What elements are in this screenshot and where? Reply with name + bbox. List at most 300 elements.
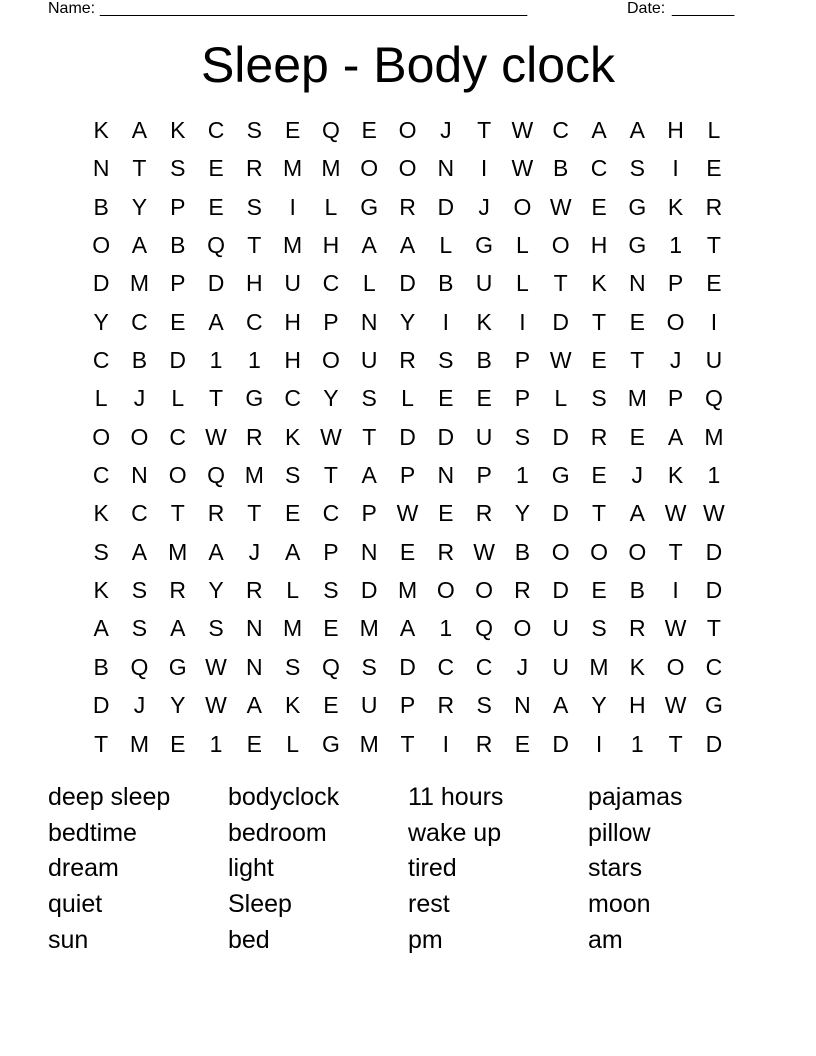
grid-letter: E bbox=[284, 500, 301, 527]
grid-letter: T bbox=[170, 500, 185, 527]
grid-letter: E bbox=[706, 270, 722, 297]
grid-letter: A bbox=[170, 615, 186, 642]
grid-letter: C bbox=[92, 347, 110, 374]
grid-letter: I bbox=[480, 155, 488, 182]
grid-letter: C bbox=[552, 117, 570, 143]
grid-letter: R bbox=[590, 423, 608, 450]
grid-letter: A bbox=[246, 692, 262, 719]
grid-letter: H bbox=[590, 232, 608, 259]
grid-letter: E bbox=[706, 155, 722, 182]
grid-letter: M bbox=[359, 730, 379, 757]
date-blank-line: _______ bbox=[672, 0, 735, 17]
grid-letter: T bbox=[706, 615, 721, 642]
grid-letter: Y bbox=[170, 692, 186, 719]
grid-letter: B bbox=[170, 232, 186, 259]
grid-letter: O bbox=[513, 193, 532, 220]
grid-letter: O bbox=[321, 347, 340, 374]
grid-letter: Y bbox=[208, 577, 224, 604]
grid-letter: R bbox=[475, 730, 493, 757]
grid-letter: B bbox=[131, 347, 148, 374]
grid-letter: I bbox=[442, 730, 450, 757]
word-bank-item: pillow bbox=[588, 818, 651, 847]
grid-letter: O bbox=[513, 615, 532, 642]
grid-letter: D bbox=[399, 653, 416, 680]
grid-letter: P bbox=[514, 347, 531, 374]
grid-letter: S bbox=[591, 385, 607, 412]
grid-letter: A bbox=[629, 500, 645, 527]
grid-letter: N bbox=[131, 462, 148, 489]
grid-letter: E bbox=[208, 155, 224, 182]
grid-letter: 1 bbox=[707, 462, 721, 489]
grid-letter: S bbox=[361, 385, 377, 412]
word-bank-item: tired bbox=[408, 854, 457, 883]
grid-letter: N bbox=[360, 308, 378, 335]
grid-letter: E bbox=[361, 117, 377, 143]
grid-letter: O bbox=[92, 232, 111, 259]
grid-letter: D bbox=[552, 308, 570, 335]
grid-letter: D bbox=[552, 500, 570, 527]
grid-letter: M bbox=[397, 577, 418, 604]
grid-letter: L bbox=[554, 385, 568, 412]
grid-letter: 1 bbox=[247, 347, 261, 374]
grid-letter: P bbox=[399, 692, 416, 719]
grid-letter: D bbox=[552, 577, 570, 604]
grid-letter: I bbox=[672, 155, 679, 182]
grid-letter: D bbox=[399, 423, 416, 450]
grid-letter: N bbox=[246, 653, 263, 680]
grid-letter: E bbox=[438, 385, 454, 412]
grid-letter: R bbox=[437, 692, 455, 719]
grid-letter: E bbox=[476, 385, 492, 412]
grid-letter: T bbox=[247, 232, 262, 259]
word-bank-item: pm bbox=[408, 925, 443, 954]
word-bank-item: quiet bbox=[48, 890, 103, 919]
grid-letter: D bbox=[437, 423, 455, 450]
grid-letter: K bbox=[93, 577, 109, 604]
grid-letter: Y bbox=[93, 308, 109, 335]
grid-letter: M bbox=[283, 232, 303, 259]
grid-letter: P bbox=[323, 538, 339, 565]
grid-letter: T bbox=[668, 538, 683, 565]
grid-letter: E bbox=[284, 117, 301, 143]
grid-letter: W bbox=[549, 193, 572, 220]
grid-letter: G bbox=[628, 193, 647, 220]
grid-letter: A bbox=[629, 117, 645, 143]
grid-letter: N bbox=[360, 538, 378, 565]
word-bank-item: bedtime bbox=[48, 818, 137, 847]
grid-letter: K bbox=[284, 423, 301, 450]
grid-letter: O bbox=[398, 155, 417, 182]
grid-letter: R bbox=[399, 193, 416, 220]
grid-letter: C bbox=[590, 155, 608, 182]
grid-letter: B bbox=[476, 347, 492, 374]
grid-letter: H bbox=[322, 232, 340, 259]
grid-letter: Y bbox=[591, 692, 607, 719]
grid-letter: U bbox=[475, 423, 493, 450]
grid-letter: Q bbox=[207, 462, 225, 489]
grid-letter: W bbox=[664, 615, 687, 642]
name-blank-line: ________________________________________________ bbox=[100, 0, 528, 17]
grid-letter: C bbox=[705, 653, 723, 680]
word-bank-item: light bbox=[228, 854, 274, 883]
grid-letter: R bbox=[628, 615, 646, 642]
grid-letter: B bbox=[629, 577, 645, 604]
grid-letter: U bbox=[475, 270, 493, 297]
grid-letter: M bbox=[359, 615, 379, 642]
grid-letter: C bbox=[437, 653, 455, 680]
grid-letter: T bbox=[209, 385, 224, 412]
grid-letter: 1 bbox=[209, 347, 223, 374]
grid-letter: A bbox=[667, 423, 684, 450]
grid-letter: Q bbox=[321, 117, 340, 143]
grid-letter: D bbox=[437, 193, 455, 220]
grid-letter: N bbox=[628, 270, 646, 297]
grid-letter: 1 bbox=[439, 615, 453, 642]
grid-letter: O bbox=[360, 155, 379, 182]
grid-letter: S bbox=[208, 615, 224, 642]
grid-letter: L bbox=[324, 193, 338, 220]
grid-letter: N bbox=[437, 462, 455, 489]
grid-letter: G bbox=[551, 462, 570, 489]
word-bank-item: am bbox=[588, 925, 623, 954]
grid-letter: C bbox=[322, 500, 340, 527]
grid-letter: A bbox=[284, 538, 301, 565]
grid-letter: A bbox=[208, 538, 224, 565]
grid-letter: E bbox=[591, 462, 607, 489]
grid-letter: A bbox=[131, 117, 148, 143]
grid-letter: D bbox=[169, 347, 187, 374]
grid-letter: C bbox=[131, 308, 148, 335]
grid-letter: W bbox=[511, 117, 534, 143]
grid-letter: T bbox=[591, 308, 607, 335]
grid-letter: R bbox=[705, 193, 723, 220]
grid-letter: O bbox=[130, 423, 149, 450]
grid-letter: H bbox=[284, 308, 301, 335]
word-bank-item: sun bbox=[48, 925, 89, 954]
grid-letter: W bbox=[549, 347, 572, 374]
word-bank-item: moon bbox=[588, 890, 651, 919]
grid-letter: H bbox=[628, 692, 646, 719]
grid-letter: E bbox=[591, 577, 607, 604]
grid-letter: M bbox=[704, 423, 724, 450]
grid-letter: R bbox=[475, 500, 493, 527]
word-bank-item: rest bbox=[408, 890, 450, 919]
grid-letter: W bbox=[703, 500, 725, 527]
grid-letter: T bbox=[362, 423, 377, 450]
grid-letter: L bbox=[516, 270, 529, 297]
grid-letter: Y bbox=[399, 308, 416, 335]
grid-letter: O bbox=[168, 462, 187, 489]
grid-letter: N bbox=[437, 155, 455, 182]
grid-letter: C bbox=[207, 117, 225, 143]
grid-letter: W bbox=[205, 692, 227, 719]
grid-letter: T bbox=[477, 117, 492, 143]
grid-letter: K bbox=[93, 500, 109, 527]
word-bank-item: deep sleep bbox=[48, 783, 171, 811]
grid-letter: S bbox=[591, 615, 607, 642]
grid-letter: 1 bbox=[630, 730, 644, 757]
grid-letter: O bbox=[475, 577, 494, 604]
grid-letter: N bbox=[514, 692, 531, 719]
grid-letter: O bbox=[590, 538, 608, 565]
grid-letter: L bbox=[439, 232, 453, 259]
grid-letter: W bbox=[205, 423, 227, 450]
grid-letter: R bbox=[246, 577, 263, 604]
grid-letter: I bbox=[442, 308, 450, 335]
grid-letter: E bbox=[323, 615, 339, 642]
grid-letter: L bbox=[286, 730, 300, 757]
grid-letter: Q bbox=[207, 232, 225, 259]
grid-letter: I bbox=[289, 193, 296, 220]
grid-letter: T bbox=[668, 730, 683, 757]
grid-letter: Q bbox=[704, 385, 723, 412]
grid-letter: S bbox=[170, 155, 186, 182]
grid-letter: J bbox=[478, 193, 490, 220]
grid-letter: E bbox=[170, 308, 186, 335]
grid-letter: N bbox=[92, 155, 110, 182]
grid-letter: O bbox=[92, 423, 111, 450]
grid-letter: T bbox=[630, 347, 645, 374]
grid-letter: B bbox=[93, 193, 109, 220]
grid-letter: R bbox=[246, 423, 263, 450]
date-label: Date: bbox=[627, 0, 666, 17]
grid-letter: 1 bbox=[516, 462, 529, 489]
grid-letter: L bbox=[362, 270, 376, 297]
grid-letter: S bbox=[361, 653, 377, 680]
grid-letter: I bbox=[519, 308, 526, 335]
grid-letter: S bbox=[93, 538, 109, 565]
grid-letter: E bbox=[170, 730, 186, 757]
grid-letter: L bbox=[516, 232, 529, 259]
grid-letter: J bbox=[440, 117, 452, 143]
grid-letter: P bbox=[667, 385, 684, 412]
grid-letter: L bbox=[707, 117, 721, 143]
grid-letter: W bbox=[320, 423, 342, 450]
grid-letter: A bbox=[208, 308, 224, 335]
grid-letter: T bbox=[553, 270, 568, 297]
grid-letter: U bbox=[284, 270, 301, 297]
grid-letter: T bbox=[400, 730, 415, 757]
grid-letter: P bbox=[323, 308, 339, 335]
grid-letter: G bbox=[245, 385, 264, 412]
grid-letter: K bbox=[170, 117, 186, 143]
grid-letter: Q bbox=[321, 653, 340, 680]
grid-letter: B bbox=[438, 270, 454, 297]
grid-letter: L bbox=[286, 577, 300, 604]
grid-letter: T bbox=[132, 155, 147, 182]
grid-letter: A bbox=[131, 538, 148, 565]
grid-letter: R bbox=[514, 577, 531, 604]
grid-letter: M bbox=[589, 653, 609, 680]
grid-letter: A bbox=[553, 692, 569, 719]
grid-letter: G bbox=[168, 653, 187, 680]
word-bank-item: Sleep bbox=[228, 890, 292, 919]
grid-letter: W bbox=[664, 500, 687, 527]
grid-letter: R bbox=[207, 500, 225, 527]
grid-letter: W bbox=[396, 500, 419, 527]
name-label: Name: bbox=[48, 0, 96, 17]
grid-letter: S bbox=[323, 577, 339, 604]
grid-letter: R bbox=[246, 155, 263, 182]
grid-letter: C bbox=[131, 500, 148, 527]
word-bank-item: wake up bbox=[408, 818, 502, 847]
grid-letter: E bbox=[246, 730, 262, 757]
grid-letter: O bbox=[666, 653, 685, 680]
grid-letter: Y bbox=[131, 193, 148, 220]
grid-letter: G bbox=[475, 232, 494, 259]
grid-letter: D bbox=[360, 577, 378, 604]
grid-letter: M bbox=[244, 462, 264, 489]
grid-letter: T bbox=[247, 500, 262, 527]
grid-letter: C bbox=[475, 653, 493, 680]
grid-letter: K bbox=[629, 653, 645, 680]
grid-letter: M bbox=[129, 730, 150, 757]
grid-letter: D bbox=[552, 730, 570, 757]
grid-letter: K bbox=[93, 117, 109, 143]
grid-letter: S bbox=[131, 615, 148, 642]
grid-letter: Q bbox=[130, 653, 149, 680]
word-bank-item: pajamas bbox=[588, 783, 683, 811]
grid-letter: A bbox=[399, 232, 416, 259]
grid-letter: Y bbox=[514, 500, 531, 527]
grid-letter: E bbox=[629, 423, 645, 450]
grid-letter: A bbox=[591, 117, 607, 143]
grid-letter: O bbox=[551, 232, 570, 259]
word-bank-item: bodyclock bbox=[228, 783, 340, 811]
grid-letter: C bbox=[246, 308, 263, 335]
grid-letter: W bbox=[205, 653, 227, 680]
grid-letter: K bbox=[476, 308, 492, 335]
grid-letter: D bbox=[705, 730, 723, 757]
grid-letter: K bbox=[667, 193, 684, 220]
word-bank-item: stars bbox=[588, 854, 643, 883]
grid-letter: L bbox=[171, 385, 185, 412]
letter-grid bbox=[82, 111, 734, 763]
grid-letter: S bbox=[131, 577, 148, 604]
grid-letter: P bbox=[476, 462, 492, 489]
grid-letter: P bbox=[170, 270, 186, 297]
grid-letter: G bbox=[704, 692, 723, 719]
grid-letter: C bbox=[169, 423, 187, 450]
word-bank-item: 11 hours bbox=[408, 783, 504, 811]
grid-letter: 1 bbox=[209, 730, 223, 757]
grid-letter: A bbox=[361, 462, 377, 489]
grid-letter: B bbox=[93, 653, 109, 680]
grid-letter: D bbox=[399, 270, 416, 297]
grid-letter: E bbox=[629, 308, 645, 335]
page-title: Sleep - Body clock bbox=[200, 37, 616, 93]
grid-letter: J bbox=[516, 653, 529, 680]
grid-letter: O bbox=[666, 308, 685, 335]
grid-letter: H bbox=[667, 117, 684, 143]
grid-letter: R bbox=[399, 347, 416, 374]
grid-letter: R bbox=[437, 538, 455, 565]
grid-letter: D bbox=[92, 692, 110, 719]
grid-letter: U bbox=[552, 653, 570, 680]
grid-letter: I bbox=[672, 577, 679, 604]
grid-letter: U bbox=[360, 692, 378, 719]
grid-letter: C bbox=[322, 270, 340, 297]
grid-letter: E bbox=[591, 347, 607, 374]
grid-letter: K bbox=[591, 270, 607, 297]
grid-letter: D bbox=[92, 270, 110, 297]
grid-letter: L bbox=[94, 385, 108, 412]
grid-letter: H bbox=[246, 270, 263, 297]
grid-letter: D bbox=[207, 270, 225, 297]
grid-letter: T bbox=[591, 500, 607, 527]
grid-letter: D bbox=[552, 423, 570, 450]
grid-letter: M bbox=[129, 270, 150, 297]
grid-letter: T bbox=[94, 730, 109, 757]
grid-letter: S bbox=[284, 653, 301, 680]
grid-letter: S bbox=[629, 155, 645, 182]
grid-letter: E bbox=[514, 730, 531, 757]
grid-letter: O bbox=[628, 538, 647, 565]
grid-letter: S bbox=[438, 347, 454, 374]
grid-letter: P bbox=[667, 270, 684, 297]
grid-letter: L bbox=[401, 385, 414, 412]
grid-letter: T bbox=[323, 462, 338, 489]
grid-letter: O bbox=[436, 577, 455, 604]
grid-letter: O bbox=[551, 538, 570, 565]
grid-letter: A bbox=[93, 615, 109, 642]
grid-letter: I bbox=[710, 308, 718, 335]
grid-letter: P bbox=[514, 385, 531, 412]
grid-letter: C bbox=[284, 385, 301, 412]
grid-letter: J bbox=[669, 347, 682, 374]
grid-letter: A bbox=[361, 232, 377, 259]
grid-letter: A bbox=[399, 615, 416, 642]
grid-letter: B bbox=[514, 538, 531, 565]
grid-letter: M bbox=[283, 155, 303, 182]
grid-letter: S bbox=[284, 462, 301, 489]
grid-letter: P bbox=[361, 500, 377, 527]
grid-letter: P bbox=[399, 462, 416, 489]
word-bank bbox=[48, 780, 768, 958]
grid-letter: Y bbox=[323, 385, 339, 412]
grid-letter: E bbox=[323, 692, 339, 719]
grid-letter: K bbox=[667, 462, 684, 489]
grid-letter: I bbox=[595, 730, 603, 757]
word-bank-item: dream bbox=[48, 854, 119, 883]
grid-letter: O bbox=[398, 117, 417, 143]
grid-letter: A bbox=[131, 232, 148, 259]
grid-letter: J bbox=[133, 385, 146, 412]
grid-letter: W bbox=[473, 538, 495, 565]
word-bank-item: bed bbox=[228, 925, 270, 954]
grid-letter: K bbox=[284, 692, 301, 719]
grid-letter: P bbox=[170, 193, 186, 220]
grid-letter: M bbox=[627, 385, 647, 412]
header-line bbox=[0, 0, 816, 20]
grid-letter: J bbox=[248, 538, 261, 565]
grid-letter: D bbox=[705, 577, 723, 604]
grid-letter: M bbox=[168, 538, 188, 565]
grid-letter: M bbox=[283, 615, 303, 642]
grid-letter: T bbox=[706, 232, 721, 259]
grid-letter: W bbox=[664, 692, 687, 719]
grid-letter: J bbox=[133, 692, 146, 719]
grid-letter: U bbox=[705, 347, 723, 374]
grid-letter: U bbox=[360, 347, 378, 374]
grid-letter: G bbox=[360, 193, 379, 220]
grid-letter: E bbox=[208, 193, 224, 220]
grid-letter: M bbox=[321, 155, 341, 182]
grid-letter: J bbox=[631, 462, 644, 489]
grid-letter: U bbox=[552, 615, 570, 642]
grid-letter: B bbox=[553, 155, 569, 182]
word-bank-item: bedroom bbox=[228, 818, 327, 847]
